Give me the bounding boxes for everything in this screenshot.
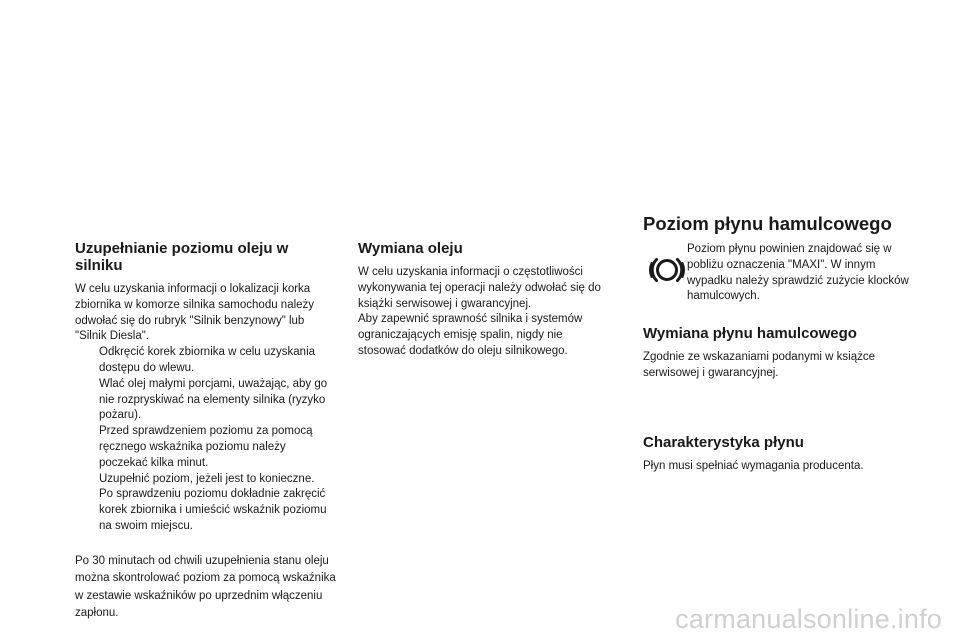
brake-fluid-text: Poziom płynu powinien znajdować się w pobliżu oznaczenia "MAXI". W innym wypadku należy sprawdzić zużycie klocków hamulcowych. — [687, 243, 909, 303]
oil-change-text-additives: Aby zapewnić sprawność silnika i systemów ograniczających emisję spalin, nigdy nie stosować dodatków do oleju silnikowego. — [358, 313, 583, 357]
brake-fluid-replacement-title: Wymiana płynu hamulcowego — [643, 325, 857, 343]
step-text: Przed sprawdzeniem poziomu za pomocą ręcznego wskaźnika poziomu należy poczekać kilka minut. — [99, 425, 313, 469]
list-item — [75, 424, 337, 471]
oil-topup-note: Po 30 minutach od chwili uzupełnienia stanu oleju można skontrolować poziom za pomocą wskaźnika w zestawie wskaźników po uprzednim włączeniu zapłonu. — [75, 554, 336, 620]
brake-fluid-info — [643, 242, 923, 305]
fluid-spec-title: Charakterystyka płynu — [643, 433, 804, 451]
step-text: Odkręcić korek zbiornika w celu uzyskania dostępu do wlewu. — [99, 346, 316, 374]
list-item — [75, 472, 337, 488]
brake-warning-icon — [647, 250, 687, 290]
step-text: Wlać olej małymi porcjami, uważając, aby go nie rozpryskiwać na elementy silnika (ryzyko pożaru). — [99, 377, 328, 422]
oil-change-section — [358, 240, 608, 360]
oil-change-title: Wymiana oleju — [358, 240, 463, 257]
list-item — [75, 345, 337, 377]
brake-fluid-title: Poziom płynu hamulcowego — [643, 213, 892, 234]
list-item — [75, 377, 337, 424]
list-item — [75, 487, 337, 534]
brake-fluid-replacement-text: Zgodnie ze wskazaniami podanymi w książce serwisowej i gwarancyjnej. — [643, 351, 876, 379]
brake-fluid-section — [643, 213, 923, 475]
step-text: Uzupełnić poziom, jeżeli jest to konieczne. — [99, 472, 315, 485]
fluid-spec-text: Płyn musi spełniać wymagania producenta. — [643, 459, 864, 472]
step-text: Po sprawdzeniu poziomu dokładnie zakręcić korek zbiornika i umieścić wskaźnik poziomu na swoim miejscu. — [99, 488, 327, 532]
oil-change-text: W celu uzyskania informacji o częstotliwości wykonywania tej operacji należy odwołać się do książki serwisowej i gwarancyjnej. — [358, 266, 601, 310]
oil-topup-section — [75, 240, 337, 623]
oil-topup-steps — [75, 345, 337, 535]
watermark: carmanualsonline.info — [675, 604, 942, 634]
oil-topup-intro: W celu uzyskania informacji o lokalizacji korka zbiornika w komorze silnika samochodu należy odwołać się do rubryk "Silnik benzynowy" lub "Silnik Diesla". — [75, 283, 315, 343]
oil-topup-title: Uzupełnianie poziomu oleju w silniku — [75, 240, 289, 274]
